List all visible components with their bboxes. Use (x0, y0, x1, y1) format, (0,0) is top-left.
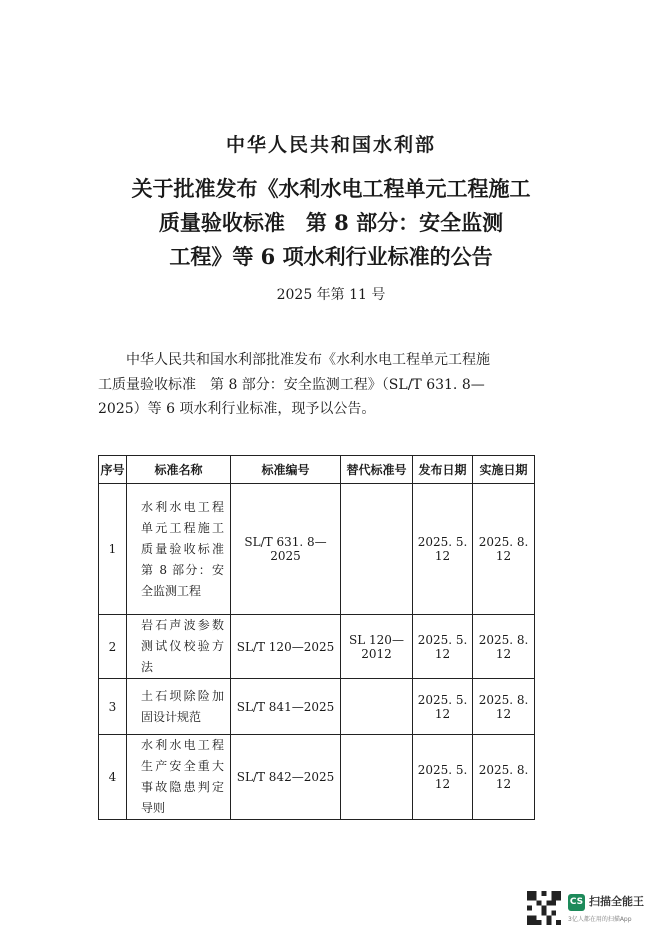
row-code: SL/T 841—2025 (231, 679, 341, 735)
header-published: 发布日期 (413, 456, 473, 484)
row-code: SL/T 120—2025 (231, 615, 341, 679)
standards-table (98, 455, 535, 820)
row-replaces (341, 679, 413, 735)
row-name: 土石坝除险加固设计规范 (127, 679, 231, 735)
row-name: 岩石声波参数测试仪校验方法 (127, 615, 231, 679)
camscanner-logo-icon: CS (568, 894, 585, 911)
row-no: 4 (99, 735, 127, 820)
table-row (99, 735, 535, 820)
header-code: 标准编号 (231, 456, 341, 484)
row-name: 水利水电工程单元工程施工质量验收标准 第 8 部分：安全监测工程 (127, 484, 231, 615)
table-row (99, 484, 535, 615)
document-number: 2025 年第 11 号 (276, 287, 386, 303)
row-published: 2025. 5. 12 (413, 484, 473, 615)
qr-code-icon (527, 891, 561, 925)
header-effective: 实施日期 (473, 456, 535, 484)
announcement-body (98, 348, 560, 422)
body-line-1: 中华人民共和国水利部批准发布《水利水电工程单元工程施 (126, 352, 490, 368)
row-no: 3 (99, 679, 127, 735)
header-no: 序号 (99, 456, 127, 484)
table-row (99, 615, 535, 679)
row-name: 水利水电工程生产安全重大事故隐患判定导则 (127, 735, 231, 820)
row-code: SL/T 631. 8—2025 (231, 484, 341, 615)
table-header-row (99, 456, 535, 484)
row-code: SL/T 842—2025 (231, 735, 341, 820)
watermark-app-name: 扫描全能王 (589, 895, 644, 908)
row-published: 2025. 5. 12 (413, 615, 473, 679)
row-effective: 2025. 8. 12 (473, 484, 535, 615)
watermark-slogan: 3亿人都在用的扫描App (568, 916, 632, 923)
row-replaces: SL 120—2012 (341, 615, 413, 679)
row-replaces (341, 735, 413, 820)
header-replaces: 替代标准号 (341, 456, 413, 484)
announcement-title (0, 172, 662, 274)
row-effective: 2025. 8. 12 (473, 735, 535, 820)
row-replaces (341, 484, 413, 615)
title-line-2: 质量验收标准 第 8 部分：安全监测 (158, 210, 504, 235)
row-published: 2025. 5. 12 (413, 735, 473, 820)
row-published: 2025. 5. 12 (413, 679, 473, 735)
row-effective: 2025. 8. 12 (473, 615, 535, 679)
ministry-name: 中华人民共和国水利部 (225, 134, 436, 156)
table-row (99, 679, 535, 735)
row-no: 1 (99, 484, 127, 615)
body-line-3: 2025）等 6 项水利行业标准，现予以公告。 (98, 401, 376, 417)
row-no: 2 (99, 615, 127, 679)
title-line-3: 工程》等 6 项水利行业标准的公告 (169, 244, 493, 269)
body-line-2: 工质量验收标准 第 8 部分：安全监测工程》（SL/T 631. 8— (98, 376, 485, 393)
header-name: 标准名称 (127, 456, 231, 484)
title-line-1: 关于批准发布《水利水电工程单元工程施工 (131, 176, 531, 201)
row-effective: 2025. 8. 12 (473, 679, 535, 735)
